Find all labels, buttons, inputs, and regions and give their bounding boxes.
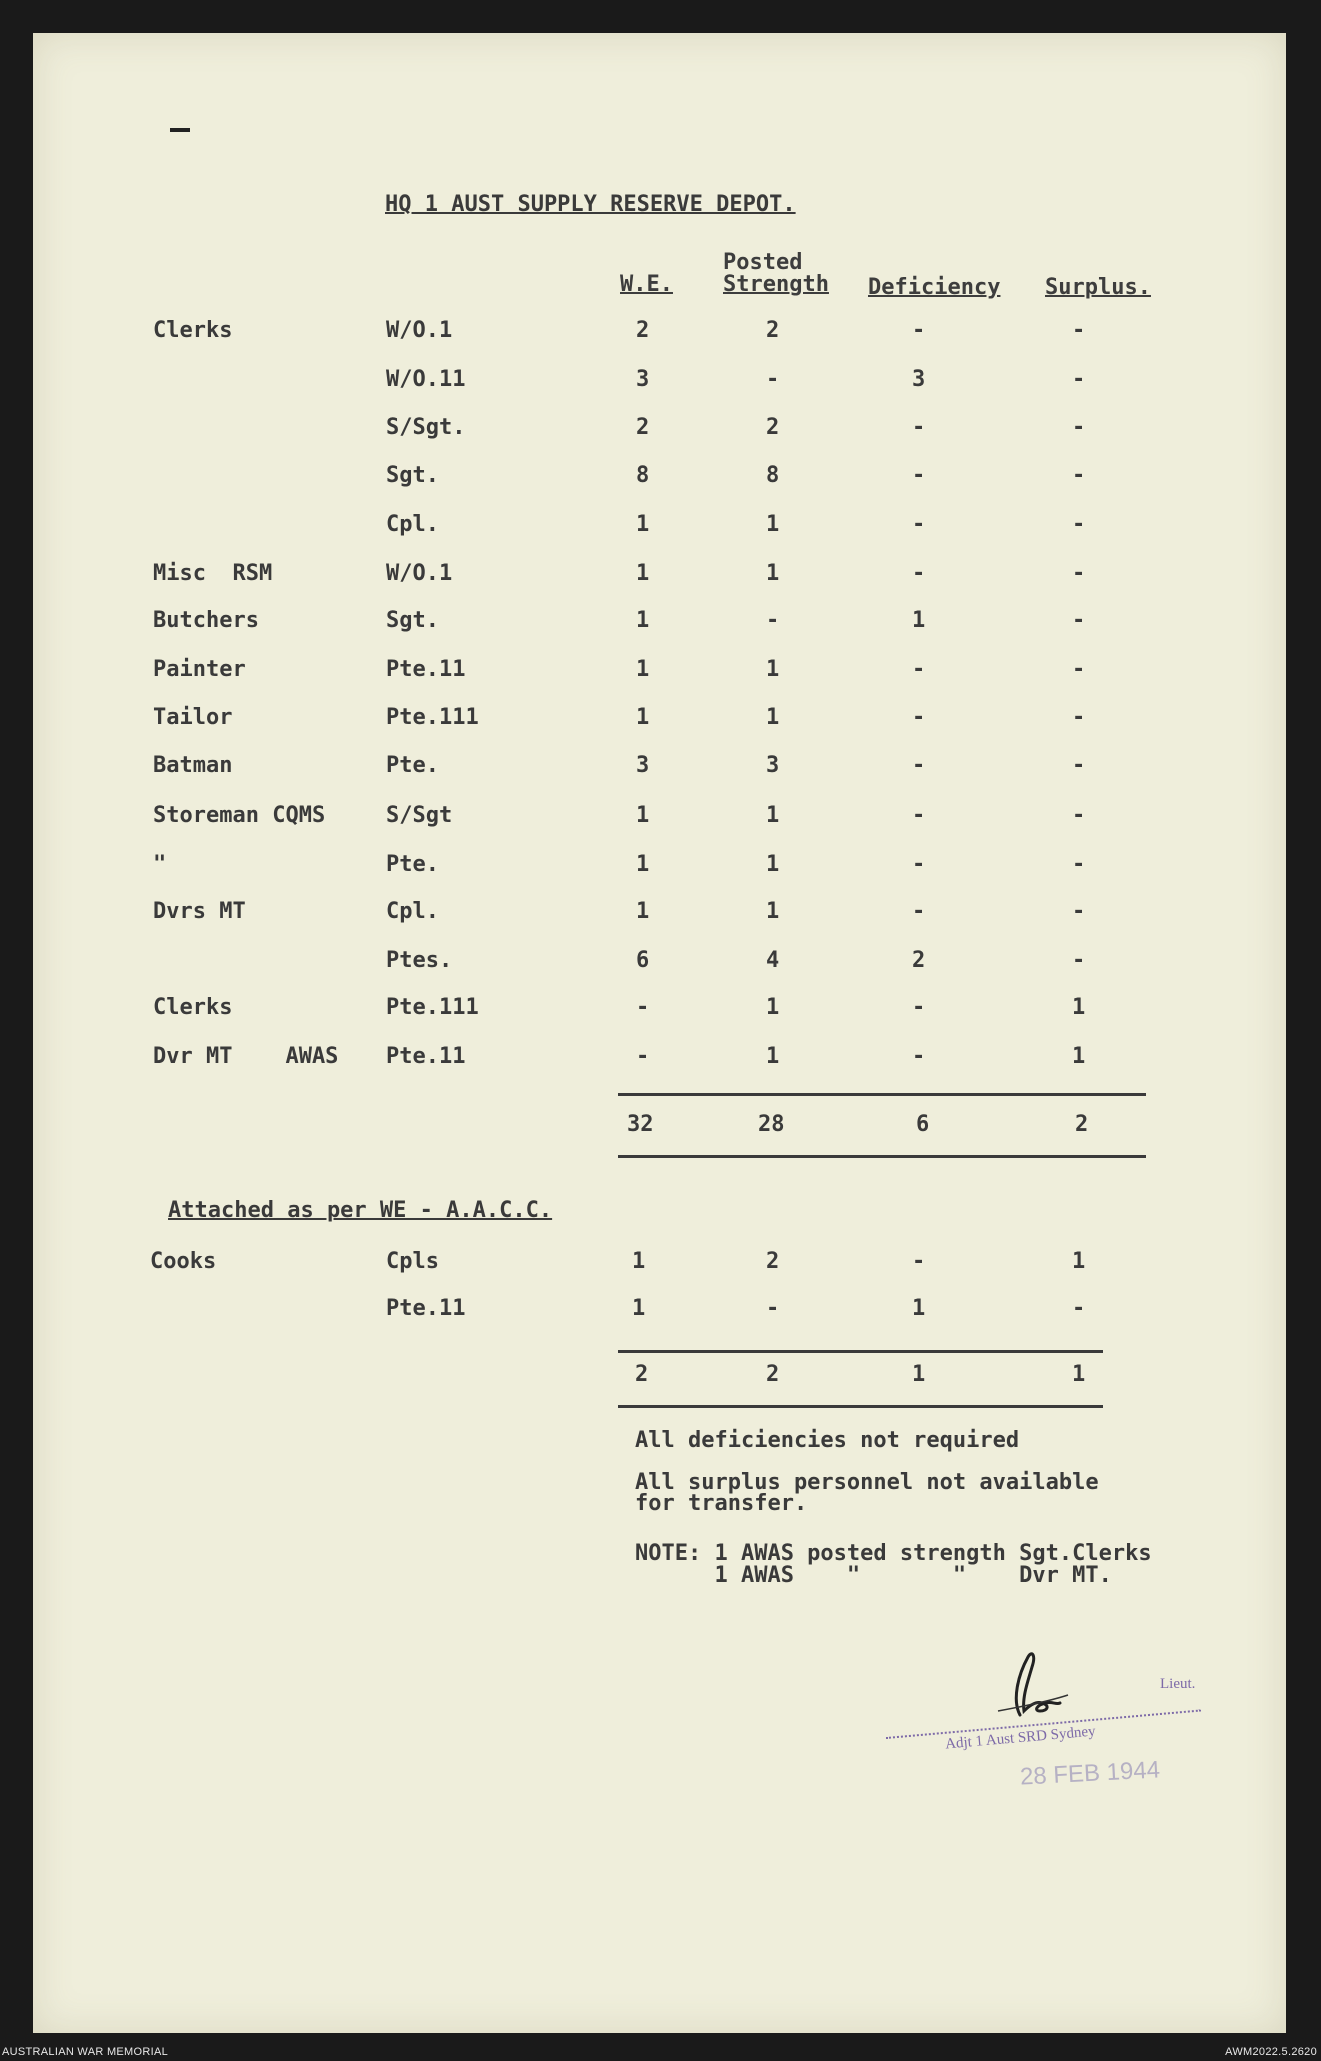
row-we: 1	[636, 899, 650, 924]
row-surplus: -	[1072, 753, 1086, 778]
row-rank: S/Sgt.	[386, 415, 466, 440]
row-deficiency: -	[912, 318, 926, 343]
total-surplus: 2	[1075, 1112, 1089, 1137]
row-we: 1	[636, 803, 650, 828]
row-we: 2	[636, 318, 650, 343]
row-surplus: 1	[1072, 1249, 1086, 1274]
row-rank: Cpl.	[386, 512, 439, 537]
row-deficiency: 1	[912, 1296, 926, 1321]
row-we: 3	[636, 367, 650, 392]
attached-total-deficiency: 1	[912, 1362, 926, 1387]
document-title: HQ 1 AUST SUPPLY RESERVE DEPOT.	[385, 192, 796, 217]
row-we: 1	[632, 1296, 646, 1321]
row-rank: Pte.11	[386, 1044, 466, 1069]
row-surplus: -	[1072, 657, 1086, 682]
row-surplus: -	[1072, 463, 1086, 488]
row-rank: S/Sgt	[386, 803, 453, 828]
row-deficiency: -	[912, 561, 926, 586]
row-posted: 1	[766, 1044, 780, 1069]
row-rank: Pte.11	[386, 657, 466, 682]
row-rank: Cpls	[386, 1249, 439, 1274]
row-rank: Pte.111	[386, 995, 479, 1020]
row-posted: 1	[766, 852, 780, 877]
row-rank: Pte.11	[386, 1296, 466, 1321]
row-rank: Pte.	[386, 852, 439, 877]
date-stamp: 28 FEB 1944	[1019, 1756, 1161, 1791]
row-we: 1	[636, 705, 650, 730]
row-posted: 8	[766, 463, 780, 488]
footer-accession-number: AWM2022.5.2620	[1225, 2046, 1317, 2058]
row-we: 1	[636, 608, 650, 633]
attached-total-surplus: 1	[1072, 1362, 1086, 1387]
row-deficiency: -	[912, 705, 926, 730]
row-deficiency: -	[912, 899, 926, 924]
row-category: "	[153, 852, 167, 877]
row-category: Butchers	[153, 608, 259, 633]
row-we: 1	[636, 512, 650, 537]
row-rank: Sgt.	[386, 463, 439, 488]
total-deficiency: 6	[916, 1112, 930, 1137]
row-rank: Ptes.	[386, 948, 453, 973]
row-posted: 3	[766, 753, 780, 778]
row-category: Dvrs MT	[153, 899, 246, 924]
row-category: Batman	[153, 753, 233, 778]
row-posted: 1	[766, 803, 780, 828]
row-rank: Pte.	[386, 753, 439, 778]
col-header-posted-1: Posted	[723, 250, 803, 275]
row-deficiency: -	[912, 753, 926, 778]
row-posted: -	[766, 608, 780, 633]
row-we: 3	[636, 753, 650, 778]
total-rule-top	[618, 1093, 1146, 1096]
row-posted: 1	[766, 512, 780, 537]
row-deficiency: -	[912, 1249, 926, 1274]
row-posted: 1	[766, 657, 780, 682]
note-surplus-2: for transfer.	[635, 1491, 808, 1516]
note-surplus-1: All surplus personnel not available	[635, 1470, 1099, 1495]
col-header-we: W.E.	[620, 272, 673, 297]
footer-archive-name: AUSTRALIAN WAR MEMORIAL	[2, 2046, 169, 2058]
row-category: Clerks	[153, 318, 233, 343]
row-surplus: -	[1072, 899, 1086, 924]
row-surplus: 1	[1072, 1044, 1086, 1069]
stamp-appointment: Adjt 1 Aust SRD Sydney	[944, 1723, 1097, 1753]
row-rank: W/O.1	[386, 561, 453, 586]
row-category: Painter	[153, 657, 246, 682]
row-deficiency: -	[912, 995, 926, 1020]
attached-rule-top	[618, 1350, 1103, 1353]
row-we: 1	[636, 657, 650, 682]
total-posted: 28	[758, 1112, 785, 1137]
row-category: Cooks	[150, 1249, 217, 1274]
row-posted: 4	[766, 948, 780, 973]
row-category: Dvr MT AWAS	[153, 1044, 339, 1069]
col-header-posted-2: Strength	[723, 272, 829, 297]
row-surplus: -	[1072, 367, 1086, 392]
row-surplus: -	[1072, 415, 1086, 440]
row-deficiency: -	[912, 803, 926, 828]
row-deficiency: -	[912, 1044, 926, 1069]
row-we: 8	[636, 463, 650, 488]
row-rank: Cpl.	[386, 899, 439, 924]
row-we: 1	[636, 852, 650, 877]
row-rank: Sgt.	[386, 608, 439, 633]
row-deficiency: -	[912, 415, 926, 440]
row-deficiency: -	[912, 657, 926, 682]
row-we: 2	[636, 415, 650, 440]
row-surplus: -	[1072, 608, 1086, 633]
row-surplus: -	[1072, 318, 1086, 343]
row-posted: 1	[766, 561, 780, 586]
row-deficiency: 3	[912, 367, 926, 392]
row-deficiency: 2	[912, 948, 926, 973]
row-deficiency: -	[912, 852, 926, 877]
row-posted: 1	[766, 899, 780, 924]
row-surplus: -	[1072, 1296, 1086, 1321]
row-surplus: -	[1072, 512, 1086, 537]
row-category: Clerks	[153, 995, 233, 1020]
col-header-surplus: Surplus.	[1045, 275, 1151, 300]
row-we: -	[636, 995, 650, 1020]
row-posted: -	[766, 1296, 780, 1321]
row-surplus: -	[1072, 561, 1086, 586]
row-category: Storeman CQMS	[153, 803, 326, 828]
row-rank: W/O.1	[386, 318, 453, 343]
row-surplus: -	[1072, 705, 1086, 730]
row-category: Misc RSM	[153, 561, 273, 586]
row-surplus: -	[1072, 803, 1086, 828]
note-awas-1: NOTE: 1 AWAS posted strength Sgt.Clerks	[635, 1541, 1152, 1566]
attached-heading: Attached as per WE - A.A.C.C.	[168, 1198, 553, 1223]
row-we: 1	[636, 561, 650, 586]
row-deficiency: -	[912, 512, 926, 537]
row-posted: 1	[766, 995, 780, 1020]
note-awas-2: 1 AWAS " " Dvr MT.	[635, 1563, 1112, 1588]
row-deficiency: 1	[912, 608, 926, 633]
row-posted: 2	[766, 1249, 780, 1274]
row-posted: 2	[766, 415, 780, 440]
row-posted: 2	[766, 318, 780, 343]
row-rank: W/O.11	[386, 367, 466, 392]
col-header-deficiency: Deficiency	[868, 275, 1001, 300]
row-we: 6	[636, 948, 650, 973]
row-category: Tailor	[153, 705, 233, 730]
stamp-rank: Lieut.	[1160, 1676, 1196, 1692]
attached-total-we: 2	[635, 1362, 649, 1387]
row-rank: Pte.111	[386, 705, 479, 730]
ink-mark	[170, 128, 190, 132]
row-surplus: -	[1072, 948, 1086, 973]
attached-total-posted: 2	[766, 1362, 780, 1387]
row-surplus: -	[1072, 852, 1086, 877]
row-posted: 1	[766, 705, 780, 730]
row-surplus: 1	[1072, 995, 1086, 1020]
note-deficiencies: All deficiencies not required	[635, 1428, 1020, 1453]
total-rule-bottom	[618, 1155, 1146, 1158]
attached-rule-bottom	[618, 1405, 1103, 1408]
row-posted: -	[766, 367, 780, 392]
signature	[990, 1645, 1070, 1725]
row-we: 1	[632, 1249, 646, 1274]
row-we: -	[636, 1044, 650, 1069]
row-deficiency: -	[912, 463, 926, 488]
total-we: 32	[627, 1112, 654, 1137]
